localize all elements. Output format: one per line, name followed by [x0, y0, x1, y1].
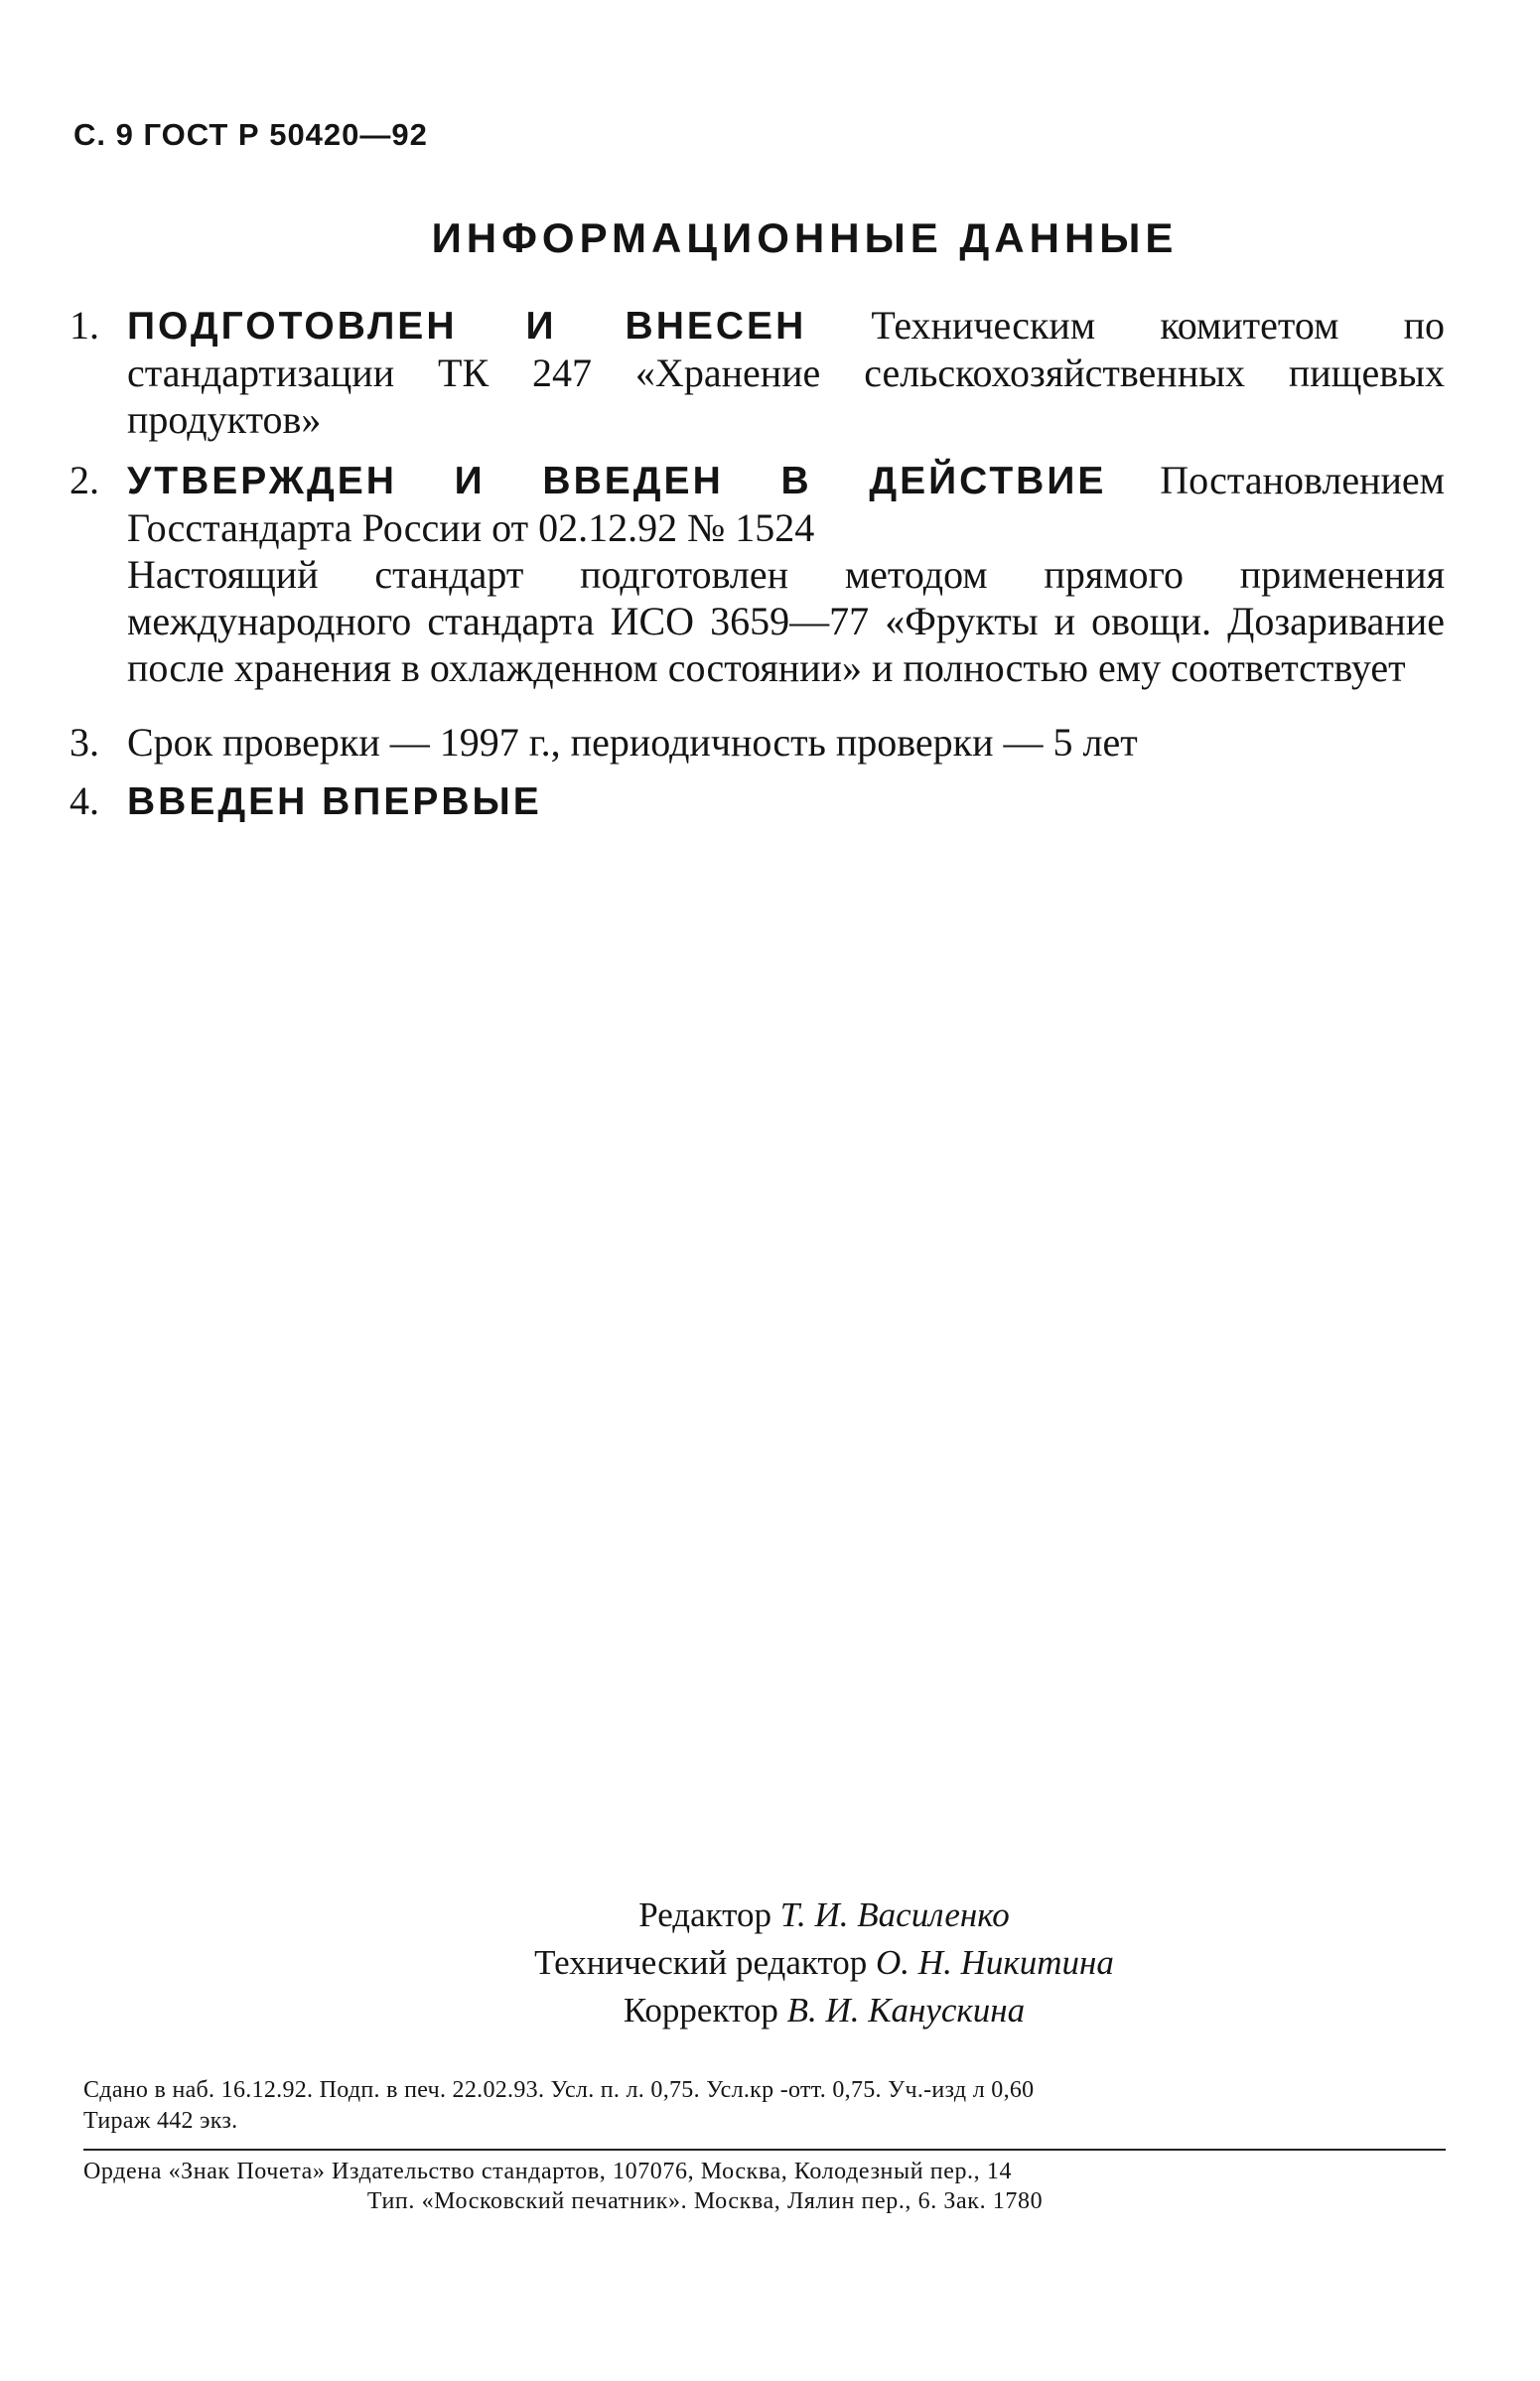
item-number: 3.	[70, 720, 99, 765]
editors-block	[427, 1891, 1221, 2034]
item-number: 2.	[70, 458, 99, 502]
tech-editor-label: Технический редактор	[534, 1943, 877, 1982]
item-lead: УТВЕРЖДЕН И ВВЕДЕН В ДЕЙСТВИЕ	[127, 460, 1107, 502]
item-text: Постановлением Госстандарта России от 02.12.92 № 1524	[127, 458, 1445, 550]
page-title: ИНФОРМАЦИОННЫЕ ДАННЫЕ	[431, 214, 1179, 261]
item-text: Техническим комитетом по стандартизации ТК 247 «Хранение сельскохозяйственных пищевых продуктов»	[127, 303, 1445, 442]
item-number: 1.	[70, 303, 99, 348]
divider	[83, 2149, 1446, 2151]
item-lead: ВВЕДЕН ВПЕРВЫЕ	[127, 780, 542, 823]
publisher-info	[83, 2157, 1446, 2216]
imprint-line: Тираж 442 экз.	[83, 2108, 238, 2134]
editor-label: Редактор	[638, 1895, 780, 1934]
corrector-label: Корректор	[623, 1991, 787, 2030]
editor-name: Т. И. Василенко	[779, 1895, 1010, 1934]
imprint-line: Сдано в наб. 16.12.92. Подп. в печ. 22.02.93. Усл. п. л. 0,75. Усл.кр -отт. 0,75. Уч.-изд л 0,60	[83, 2077, 1035, 2103]
item-lead: ПОДГОТОВЛЕН И ВНЕСЕН	[127, 305, 807, 348]
tech-editor-line	[427, 1939, 1221, 1987]
editor-line	[427, 1891, 1221, 1939]
item-note: Настоящий стандарт подготовлен методом прямого применения международного стандарта ИСО 3659—77 «Фрукты и овощи. Дозаривание после хранения в охлажденном состоянии» и полностью ему соответствует	[127, 552, 1445, 690]
printer-line: Тип. «Московский печатник». Москва, Лялин пер., 6. Зак. 1780	[366, 2188, 1044, 2214]
tech-editor-name: О. Н. Никитина	[876, 1943, 1114, 1982]
list-item	[70, 457, 1445, 691]
page-header: С. 9 ГОСТ Р 50420—92	[73, 117, 428, 152]
info-list	[70, 302, 1445, 825]
imprint	[83, 2075, 1444, 2137]
list-item	[70, 777, 1445, 825]
item-text: Срок проверки — 1997 г., периодичность проверки — 5 лет	[127, 720, 1138, 765]
item-number: 4.	[70, 778, 99, 823]
corrector-line	[427, 1987, 1221, 2034]
list-item	[70, 719, 1445, 766]
corrector-name: В. И. Канускина	[786, 1991, 1026, 2030]
publisher-line: Ордена «Знак Почета» Издательство стандартов, 107076, Москва, Колодезный пер., 14	[83, 2159, 1013, 2184]
list-item	[70, 302, 1445, 443]
